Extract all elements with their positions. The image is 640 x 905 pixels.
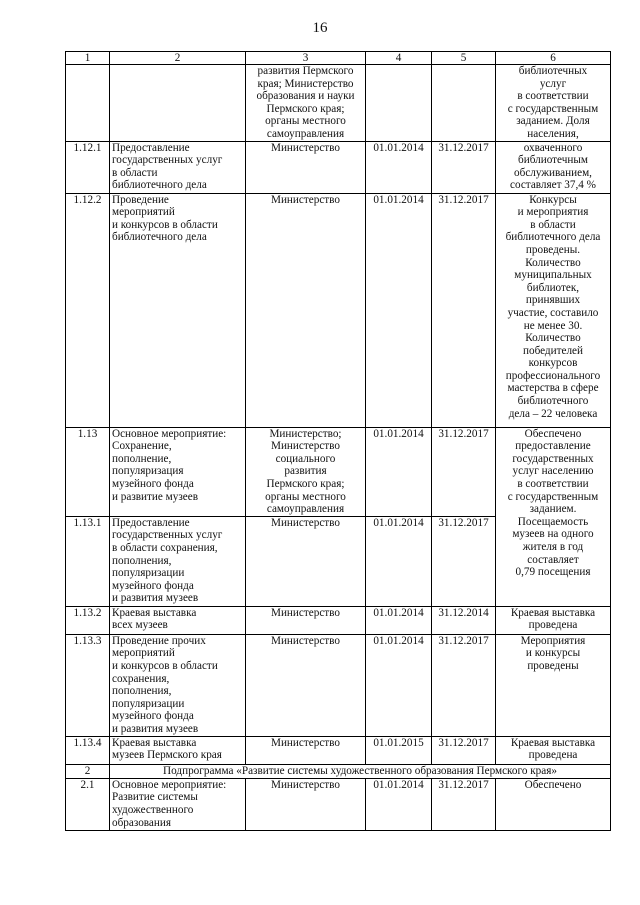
item-number [66,65,110,142]
item-executor: Министерство [246,516,366,606]
item-executor: Министерство [246,634,366,736]
item-end-date: 31.12.2017 [432,634,496,736]
item-number: 1.13.1 [66,516,110,606]
item-end-date: 31.12.2017 [432,193,496,427]
item-name: Проведение мероприятий и конкурсов в области библиотечного дела [110,193,246,427]
item-executor: Министерство [246,736,366,764]
table-row [66,606,611,634]
item-executor: развития Пермского края; Министерство образования и науки Пермского края; органы местного самоуправления [246,65,366,142]
item-number: 2.1 [66,778,110,830]
column-number: 1 [66,52,110,65]
item-executor: Министерство [246,778,366,830]
item-number: 1.13.4 [66,736,110,764]
item-name: Основное мероприятие: Развитие системы художественного образования [110,778,246,830]
item-end-date: 31.12.2017 [432,516,496,606]
item-start-date: 01.01.2014 [366,427,432,516]
item-end-date [432,65,496,142]
item-number: 1.12.1 [66,141,110,193]
item-start-date: 01.01.2014 [366,141,432,193]
item-start-date: 01.01.2014 [366,193,432,427]
item-result: Конкурсы и мероприятия в области библиотечного дела проведены. Количество муниципальных библиотек, принявших участие, составило не менее 30. Количество победителей конкурсов профессионального мастерства в сфере библиотечного дела – 22 человека [496,193,611,427]
item-number: 1.13.2 [66,606,110,634]
item-end-date: 31.12.2017 [432,427,496,516]
column-number-row [66,52,611,65]
column-number: 2 [110,52,246,65]
item-start-date: 01.01.2014 [366,778,432,830]
item-end-date: 31.12.2017 [432,141,496,193]
item-start-date: 01.01.2014 [366,606,432,634]
item-result: Обеспечено [496,778,611,830]
item-number: 1.12.2 [66,193,110,427]
item-result: охваченного библиотечным обслуживанием, составляет 37,4 % [496,141,611,193]
item-result: библиотечных услуг в соответствии с государственным заданием. Доля населения, [496,65,611,142]
item-name: Краевая выставка всех музеев [110,606,246,634]
item-number: 1.13.3 [66,634,110,736]
column-number: 3 [246,52,366,65]
subprogram-title: Подпрограмма «Развитие системы художественного образования Пермского края» [110,764,611,778]
item-executor: Министерство [246,606,366,634]
item-name [110,65,246,142]
item-name: Краевая выставка музеев Пермского края [110,736,246,764]
item-start-date: 01.01.2014 [366,516,432,606]
table-row [66,634,611,736]
item-result: Мероприятия и конкурсы проведены [496,634,611,736]
item-result: Обеспечено предоставление государственных услуг населению в соответствии с государственным заданием. Посещаемость музеев на одного жителя в год составляет 0,79 посещения [496,427,611,606]
item-executor: Министерство; Министерство социального развития Пермского края; органы местного самоуправления [246,427,366,516]
table-row [66,65,611,142]
table-row [66,193,611,427]
item-end-date: 31.12.2017 [432,778,496,830]
item-start-date: 01.01.2014 [366,634,432,736]
item-executor: Министерство [246,141,366,193]
item-end-date: 31.12.2017 [432,736,496,764]
table-row [66,736,611,764]
table-row [66,427,611,516]
item-result: Краевая выставка проведена [496,736,611,764]
item-name: Предоставление государственных услуг в области библиотечного дела [110,141,246,193]
item-executor: Министерство [246,193,366,427]
item-name: Проведение прочих мероприятий и конкурсов в области сохранения, пополнения, популяризации музейного фонда и развития музеев [110,634,246,736]
column-number: 5 [432,52,496,65]
item-end-date: 31.12.2014 [432,606,496,634]
item-start-date [366,65,432,142]
table-row [66,141,611,193]
item-name: Предоставление государственных услуг в области сохранения, пополнения, популяризации музейного фонда и развития музеев [110,516,246,606]
item-result: Краевая выставка проведена [496,606,611,634]
column-number: 6 [496,52,611,65]
table-row [66,778,611,830]
column-number: 4 [366,52,432,65]
page-number: 16 [312,20,328,36]
item-name: Основное мероприятие: Сохранение, пополнение, популяризация музейного фонда и развитие музеев [110,427,246,516]
subprogram-row [66,764,611,778]
subprogram-number: 2 [66,764,110,778]
item-number: 1.13 [66,427,110,516]
activities-table [65,51,611,831]
item-start-date: 01.01.2015 [366,736,432,764]
